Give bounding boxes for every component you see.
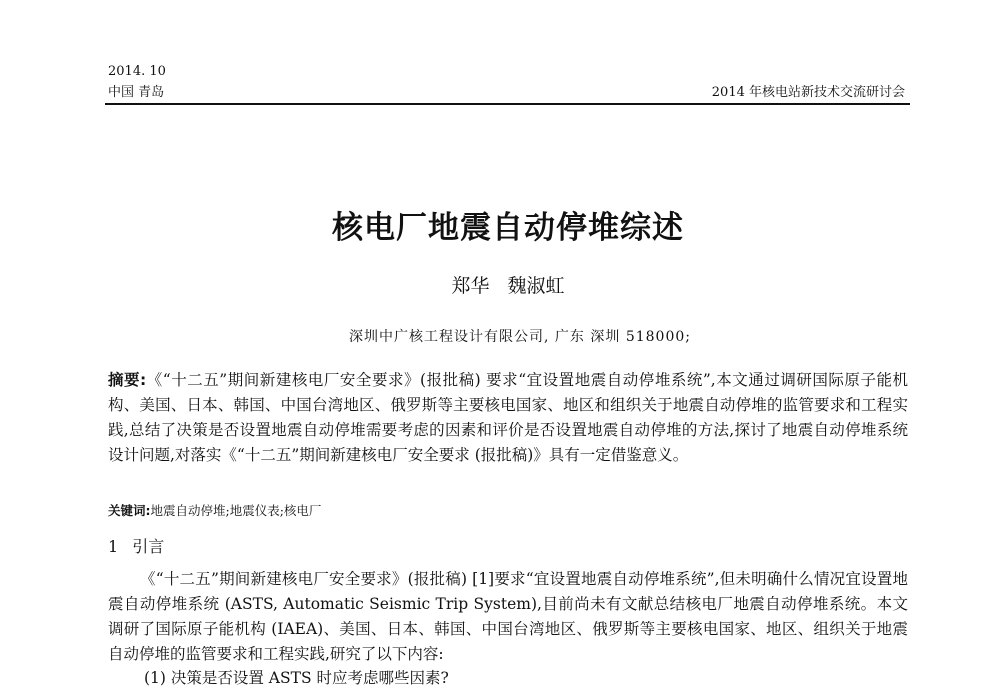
paper-affiliation: 深圳中广核工程设计有限公司, 广东 深圳 518000; bbox=[349, 329, 691, 345]
keywords-label: 关键词: bbox=[108, 503, 151, 518]
header-place: 中国 青岛 bbox=[108, 85, 165, 100]
abstract bbox=[108, 368, 908, 468]
paper-authors: 郑华 魏淑虹 bbox=[451, 275, 565, 297]
section-number: 1 bbox=[108, 537, 119, 556]
section-title: 引言 bbox=[132, 537, 165, 556]
keywords bbox=[108, 503, 321, 519]
section-heading bbox=[108, 537, 164, 557]
intro-paragraph: 《“十二五”期间新建核电厂安全要求》(报批稿) [1]要求“宜设置地震自动停堆系统”,但未明确什么情况宜设置地震自动停堆系统 (ASTS, Automatic Seismic Trip System),目前尚未有文献总结核电厂地震自动停堆系统。本文调研了国际原子能机构 (IAEA)、美国、日本、韩国、中国台湾地区、俄罗斯等主要核电国家、地区、组织关于地震自动停堆的监管要求和工程实践,研究了以下内容: bbox=[108, 570, 908, 663]
list-item: (1) 决策是否设置 ASTS 时应考虑哪些因素? bbox=[144, 669, 449, 687]
paper-title: 核电厂地震自动停堆综述 bbox=[332, 210, 684, 246]
abstract-label: 摘要: bbox=[108, 371, 147, 389]
abstract-text: 《“十二五”期间新建核电厂安全要求》(报批稿) 要求“宜设置地震自动停堆系统”,本文通过调研国际原子能机构、美国、日本、韩国、中国台湾地区、俄罗斯等主要核电国家、地区和组织关于地震自动停堆的监管要求和工程实践,总结了决策是否设置地震自动停堆需要考虑的因素和评价是否设置地震自动停堆的方法,探讨了地震自动停堆系统设计问题,对落实《“十二五”期间新建核电厂安全要求 (报批稿)》具有一定借鉴意义。 bbox=[108, 371, 908, 464]
header-conference: 2014 年核电站新技术交流研讨会 bbox=[711, 85, 905, 100]
header-date: 2014. 10 bbox=[108, 64, 166, 79]
keywords-text: 地震自动停堆;地震仪表;核电厂 bbox=[150, 503, 322, 518]
header-rule bbox=[105, 103, 910, 105]
